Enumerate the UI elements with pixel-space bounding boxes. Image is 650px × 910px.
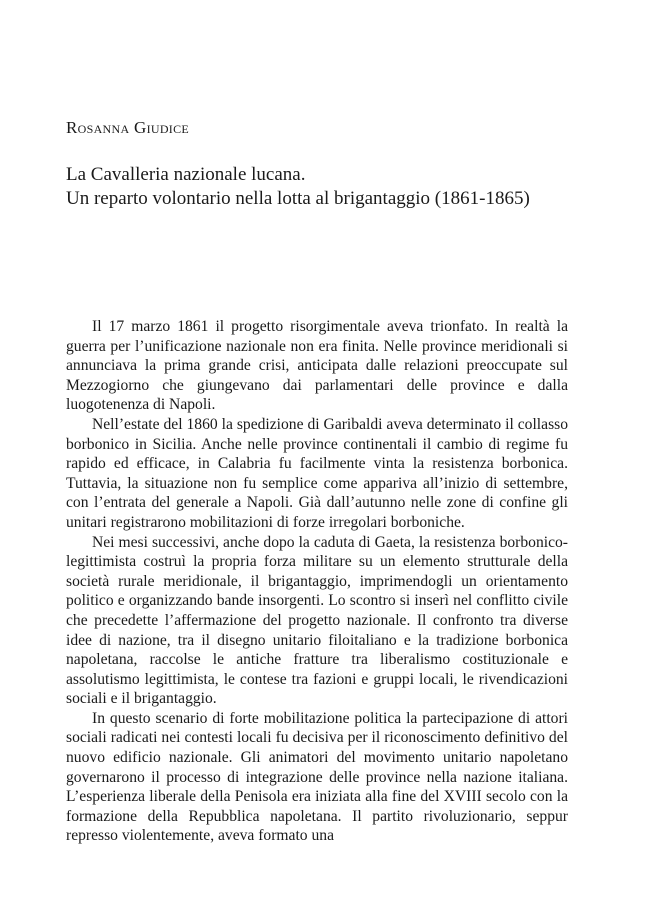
author-name: Rosanna Giudice <box>66 118 190 137</box>
body-text <box>66 317 568 846</box>
paragraph-2: Nell’estate del 1860 la spedizione di Garibaldi aveva determinato il collasso borbonico in Sicilia. Anche nelle province continentali il cambio di regime fu rapido ed efficace, in Calabria fu facilmente vinta la resistenza borbonica. Tuttavia, la situazione non fu semplice come appariva all’inizio di settembre, con l’entrata del generale a Napoli. Già dall’autunno nelle zone di confine gli unitari registrarono mobilitazioni di forze irregolari borboniche. <box>66 415 568 531</box>
paragraph-1: Il 17 marzo 1861 il progetto risorgimentale aveva trionfato. In realtà la guerra per l’unificazione nazionale non era finita. Nelle province meridionali si annunciava la prima grande crisi, anticipata dalle relazioni preoccupate sul Mezzogiorno che giungevano dai parlamentari delle province e dalla luogotenenza di Napoli. <box>66 318 568 414</box>
article-title <box>66 163 586 211</box>
title-line-1: La Cavalleria nazionale lucana. <box>66 164 306 185</box>
title-line-2: Un reparto volontario nella lotta al brigantaggio (1861-1865) <box>66 188 530 209</box>
paragraph-3: Nei mesi successivi, anche dopo la caduta di Gaeta, la resistenza borbonico-legittimista costruì la propria forza militare su un elemento strutturale della società rurale meridionale, il brigantaggio, imprimendogli un orientamento politico e organizzando bande insorgenti. Lo scontro si inserì nel conflitto civile che precedette l’affermazione del progetto nazionale. Il confronto tra diverse idee di nazione, tra il disegno unitario filoitaliano e la tradizione borbonica napoletana, raccolse le antiche fratture tra liberalismo costituzionale e assolutismo legittimista, le contese tra fazioni e gruppi locali, le rivendicazioni sociali e il brigantaggio. <box>66 533 568 708</box>
paragraph-4: In questo scenario di forte mobilitazione politica la partecipazione di attori sociali radicati nei contesti locali fu decisiva per il riconoscimento definitivo del nuovo edificio nazionale. Gli animatori del movimento unitario napoletano governarono il processo di integrazione delle province nella nazione italiana. L’esperienza liberale della Penisola era iniziata alla fine del XVIII secolo con la formazione della Repubblica napoletana. Il partito rivoluzionario, seppur represso violentemente, aveva formato una <box>66 709 568 845</box>
